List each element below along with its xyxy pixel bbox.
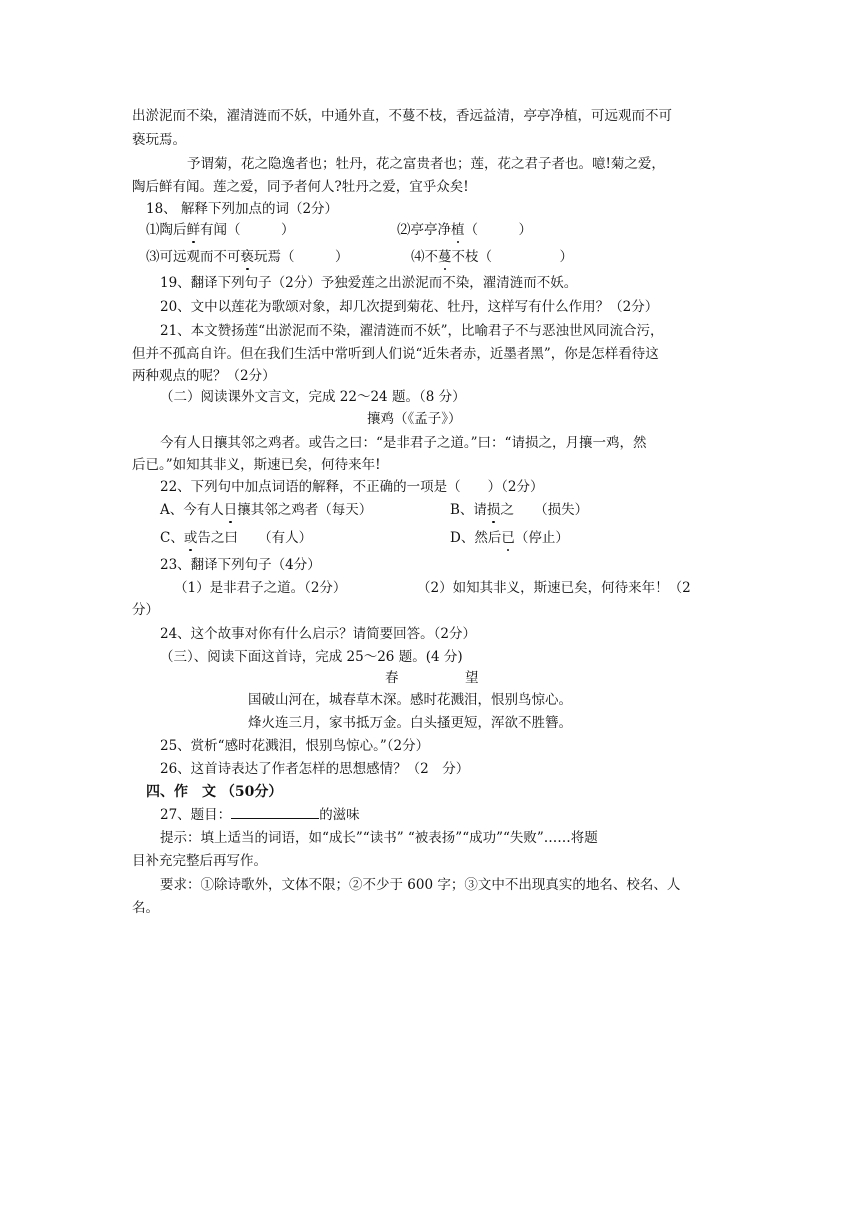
- requirement-line: 名。: [132, 900, 159, 916]
- question-18-title: 18、 解释下列加点的词（2分）: [146, 201, 339, 217]
- q18-item-4: ⑷不蔓不枝（ ）: [411, 249, 573, 265]
- q18-item-1: ⑴陶后鲜有闻（ ）: [146, 222, 295, 238]
- q18-item-3: ⑶可远观而不可亵玩焉（ ）: [146, 249, 349, 265]
- poem-line: 国破山河在，城春草木深。感时花溅泪，恨别鸟惊心。: [248, 692, 572, 708]
- poem-title-char: 望: [465, 670, 479, 686]
- section-3-heading: （三）、阅读下面这首诗，完成 25～26 题。(4 分): [160, 649, 463, 665]
- question-19: 19、翻译下列句子（2分）予独爱莲之出淤泥而不染，濯清涟而不妖。: [160, 275, 578, 291]
- question-23-title: 23、翻译下列句子（4分）: [160, 557, 321, 573]
- passage-line: 亵玩焉。: [132, 132, 186, 148]
- question-27: 27、题目： 的滋味: [160, 807, 360, 823]
- q22-option-a: A、今有人日攘其邻之鸡者（每天）: [160, 502, 373, 518]
- q22-option-c: C、或告之曰 （有人）: [160, 530, 313, 546]
- question-21: 但并不孤高自许。但在我们生活中常听到人们说“近朱者赤，近墨者黑”，你是怎样看待这: [132, 346, 659, 362]
- passage-line: 出淤泥而不染，濯清涟而不妖，中通外直，不蔓不枝，香远益清，亭亭净植，可远观而不可: [132, 108, 672, 124]
- question-26: 26、这首诗表达了作者怎样的思想感情？（2 分）: [160, 761, 470, 777]
- question-21: 两种观点的呢？（2分）: [132, 368, 276, 384]
- poem-line: 烽火连三月，家书抵万金。白头搔更短，浑欲不胜簪。: [248, 715, 572, 731]
- section-4-heading: 四、作 文 （50分）: [146, 784, 283, 800]
- q22-option-b: B、请损之 （损失）: [450, 502, 589, 518]
- classical-text: 后已。”如知其非义，斯速已矣，何待来年!: [132, 457, 381, 473]
- title-blank: [231, 805, 319, 819]
- poem-title-char: 春: [385, 670, 399, 686]
- section-2-title: 攘鸡（《孟子》）: [367, 411, 462, 427]
- hint-line: 目补充完整后再写作。: [132, 853, 267, 869]
- q22-option-d: D、然后已（停止）: [450, 530, 569, 546]
- q18-item-2: ⑵亭亭净植（ ）: [397, 222, 532, 238]
- question-25: 25、赏析“感时花溅泪，恨别鸟惊心。”（2分）: [160, 738, 430, 754]
- question-24: 24、这个故事对你有什么启示？请简要回答。（2分）: [160, 626, 477, 642]
- q23-sentence-2-cont: 分）: [132, 602, 159, 618]
- q23-sentence-1: （1）是非君子之道。（2分）: [174, 580, 347, 596]
- requirement-line: 要求：①除诗歌外，文体不限；②不少于 600 字；③文中不出现真实的地名、校名、人: [160, 877, 681, 893]
- passage-line: 予谓菊，花之隐逸者也；牡丹，花之富贵者也；莲，花之君子者也。噫!菊之爱，: [187, 156, 665, 172]
- hint-line: 提示：填上适当的词语，如“成长”“读书” “被表扬”“成功”“失败”……将题: [160, 830, 598, 846]
- q23-sentence-2: （2）如知其非义，斯速已矣，何待来年！（2: [417, 580, 691, 596]
- classical-text: 今有人日攘其邻之鸡者。或告之曰：“是非君子之道。”曰：“请损之，月攘一鸡，然: [160, 435, 647, 451]
- passage-line: 陶后鲜有闻。莲之爱，同予者何人?牡丹之爱，宜乎众矣!: [132, 179, 469, 195]
- question-21: 21、本文赞扬莲“出淤泥而不染，濯清涟而不妖”，比喻君子不与恶浊世风同流合污，: [160, 323, 664, 339]
- question-20: 20、文中以莲花为歌颂对象，却几次提到菊花、牡丹，这样写有什么作用？（2分）: [160, 299, 659, 315]
- question-22-title: 22、下列句中加点词语的解释，不正确的一项是（ ）（2分）: [160, 479, 544, 495]
- section-2-heading: （二）阅读课外文言文，完成 22～24 题。（8 分）: [160, 389, 466, 405]
